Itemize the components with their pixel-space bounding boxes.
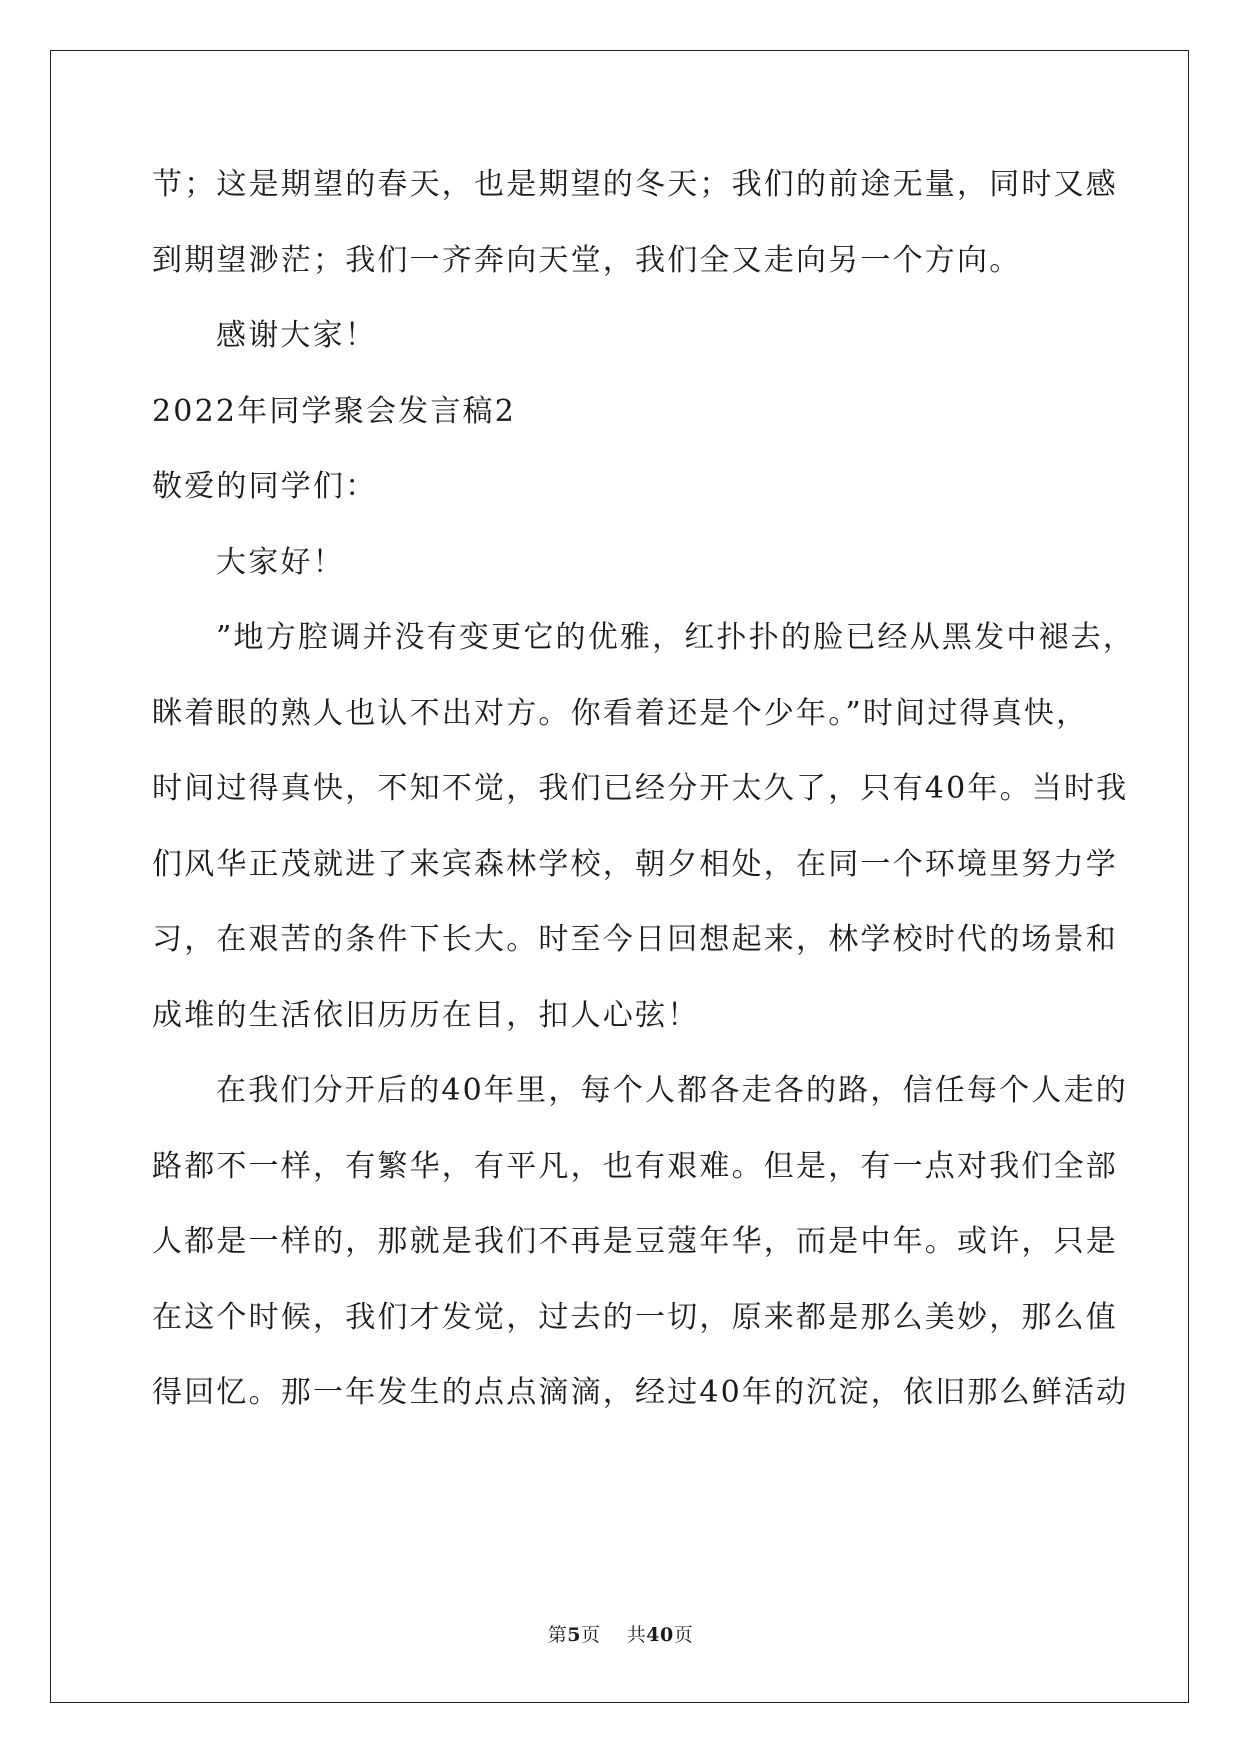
paragraph-line: 在我们分开后的40年里，每个人都各走各的路，信任每个人走的: [216, 1073, 1128, 1108]
paragraph-line: 在这个时候，我们才发觉，过去的一切，原来都是那么美妙，那么值: [152, 1299, 1118, 1335]
salutation: 敬爱的同学们：: [152, 469, 378, 504]
page-footer: [0, 1620, 1241, 1647]
paragraph-line: 眯着眼的熟人也认不出对方。你看着还是个少年。”时间过得真快，: [152, 695, 1089, 731]
paragraph-line: 成堆的生活依旧历历在目，扣人心弦！: [152, 997, 700, 1033]
paragraph-line: ”地方腔调并没有变更它的优雅，红扑扑的脸已经从黑发中褪去，: [216, 620, 1136, 655]
paragraph-line: 习，在艰苦的条件下长大。时至今日回想起来，林学校时代的场景和: [152, 922, 1118, 957]
closing-line: 感谢大家！: [216, 318, 377, 353]
paragraph-line: 们风华正茂就进了来宾森林学校，朝夕相处，在同一个环境里努力学: [152, 846, 1118, 882]
page-suffix: 页: [581, 1624, 601, 1646]
paragraph-line: 时间过得真快，不知不觉，我们已经分开太久了，只有40年。当时我: [152, 771, 1129, 806]
section-title: 2022年同学聚会发言稿2: [152, 393, 517, 429]
page-prefix: 第: [547, 1624, 568, 1646]
total-pages: 40: [646, 1624, 674, 1646]
paragraph-line: 路都不一样，有繁华，有平凡，也有艰难。但是，有一点对我们全部: [152, 1148, 1118, 1184]
total-suffix: 页: [673, 1624, 694, 1646]
page-number: 5: [567, 1624, 582, 1646]
paragraph-line: 到期望渺茫；我们一齐奔向天堂，我们全又走向另一个方向。: [152, 242, 1022, 278]
paragraph-line: 得回忆。那一年发生的点点滴滴，经过40年的沉淀，依旧那么鲜活动: [152, 1375, 1129, 1410]
greeting: 大家好！: [216, 544, 345, 580]
document-body: [152, 160, 1136, 1444]
paragraph-line: 人都是一样的，那就是我们不再是豆蔻年华，而是中年。或许，只是: [152, 1224, 1118, 1259]
paragraph-line: 节；这是期望的春天，也是期望的冬天；我们的前途无量，同时又感: [152, 167, 1118, 202]
total-prefix: 共: [626, 1624, 647, 1646]
